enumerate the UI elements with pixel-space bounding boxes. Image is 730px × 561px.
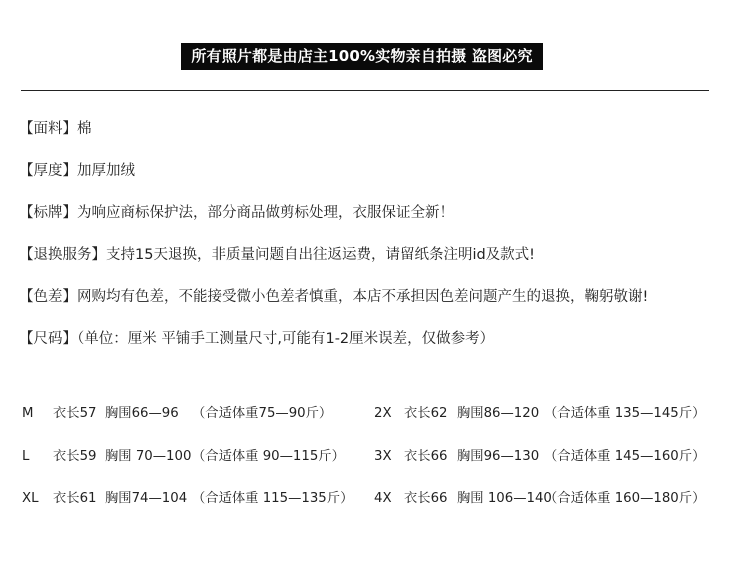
info-key: 【退换服务】	[19, 247, 106, 263]
divider	[21, 90, 709, 91]
size-code: M	[22, 406, 34, 421]
info-value: 为响应商标保护法，部分商品做剪标处理，衣服保证全新！	[77, 205, 454, 221]
size-weight: （合适体重 160—180斤）	[544, 491, 706, 506]
size-chest: 胸围 70—100	[105, 449, 192, 464]
size-chest: 胸围96—130	[457, 449, 540, 464]
info-key: 【标牌】	[19, 205, 77, 221]
size-weight: （合适体重75—90斤）	[192, 406, 333, 421]
size-length: 衣长59	[53, 449, 97, 464]
size-length: 衣长61	[53, 491, 97, 506]
copyright-banner: 所有照片都是由店主100%实物亲自拍摄 盗图必究	[181, 43, 543, 70]
size-length: 衣长62	[404, 406, 448, 421]
size-chest: 胸围 106—140	[457, 491, 552, 506]
size-length: 衣长66	[404, 449, 448, 464]
info-row-thickness	[19, 160, 135, 182]
info-key: 【色差】	[19, 289, 77, 305]
size-chest: 胸围66—96	[105, 406, 179, 421]
info-row-color-difference	[19, 286, 648, 308]
size-code: 4X	[374, 491, 392, 506]
size-code: XL	[22, 491, 39, 506]
info-row-label	[19, 202, 454, 224]
info-value: （单位：厘米 平铺手工测量尺寸,可能有1-2厘米误差，仅做参考）	[77, 331, 495, 347]
size-weight: （合适体重 145—160斤）	[544, 449, 706, 464]
info-key: 【面料】	[19, 121, 77, 137]
size-code: 2X	[374, 406, 392, 421]
info-row-fabric	[19, 118, 92, 140]
info-value: 网购均有色差，不能接受微小色差者慎重，本店不承担因色差问题产生的退换，鞠躬敬谢!	[77, 289, 649, 305]
info-key: 【厚度】	[19, 163, 77, 179]
size-chest: 胸围74—104	[105, 491, 188, 506]
size-length: 衣长66	[404, 491, 448, 506]
info-value: 棉	[77, 121, 92, 137]
info-row-size-note	[19, 328, 494, 350]
info-key: 【尺码】	[19, 331, 77, 347]
size-row-3x	[0, 447, 725, 467]
size-code: L	[22, 449, 30, 464]
size-weight: （合适体重 90—115斤）	[192, 449, 345, 464]
size-length: 衣长57	[53, 406, 97, 421]
size-row-2x	[0, 404, 725, 424]
size-chest: 胸围86—120	[457, 406, 540, 421]
size-weight: （合适体重 115—135斤）	[192, 491, 354, 506]
info-value: 支持15天退换，非质量问题自出往返运费，请留纸条注明id及款式!	[106, 247, 535, 263]
info-row-returns	[19, 244, 535, 266]
size-code: 3X	[374, 449, 392, 464]
size-row-4x	[0, 489, 725, 509]
size-weight: （合适体重 135—145斤）	[544, 406, 706, 421]
info-value: 加厚加绒	[77, 163, 135, 179]
